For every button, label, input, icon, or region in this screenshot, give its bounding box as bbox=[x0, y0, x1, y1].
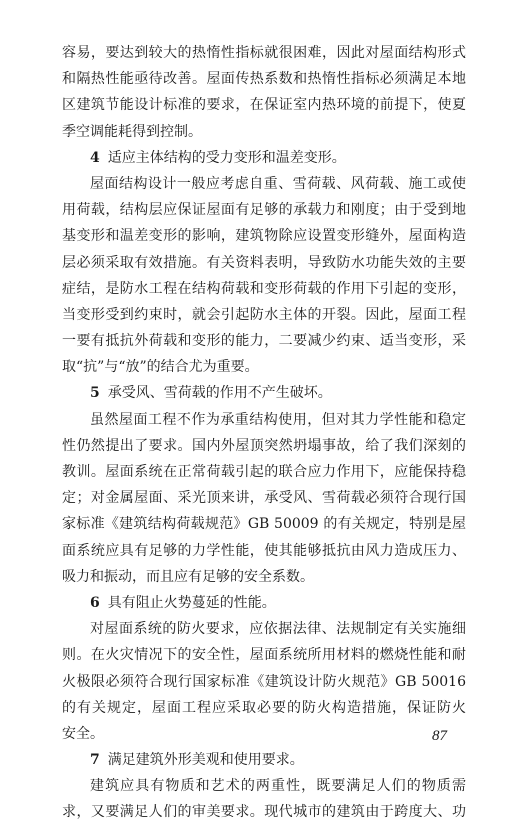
text-line: 层必须采取有效措施。有关资料表明，导致防水功能失效的主要 bbox=[62, 254, 466, 271]
text-line: 定；对金属屋面、采光顶来讲，承受风、雪荷载必须符合现行国 bbox=[62, 490, 466, 507]
text-line: 用荷载，结构层应保证屋面有足够的承载力和刚度；由于受到地 bbox=[62, 202, 466, 219]
body-text bbox=[62, 40, 466, 826]
section-title: 承受风、雪荷载的作用不产生破坏。 bbox=[107, 385, 332, 402]
text-line: 虽然屋面工程不作为承重结构使用，但对其力学性能和稳定 bbox=[90, 411, 466, 428]
text-line: 症结，是防水工程在结构荷载和变形荷载的作用下引起的变形， bbox=[62, 280, 466, 297]
section-number: 4 bbox=[90, 149, 100, 166]
section-number: 5 bbox=[90, 385, 100, 402]
text-line: 一要有抵抗外荷载和变形的能力，二要减少约束、适当变形，采 bbox=[62, 333, 466, 350]
section-heading-4 bbox=[62, 145, 466, 171]
text-line: 取“抗”与“放”的结合尤为重要。 bbox=[62, 359, 259, 376]
text-line: 教训。屋面系统在正常荷载引起的联合应力作用下，应能保持稳 bbox=[62, 464, 466, 480]
section-heading-7 bbox=[62, 747, 466, 773]
text-line: 安全。 bbox=[62, 725, 104, 742]
text-line: 家标准《建筑结构荷载规范》GB 50009 的有关规定，特别是屋 bbox=[62, 516, 466, 533]
section-heading-6 bbox=[62, 590, 466, 616]
text-line: 对屋面系统的防火要求，应依据法律、法规制定有关实施细 bbox=[90, 621, 466, 638]
section-number: 7 bbox=[90, 752, 100, 769]
text-line: 吸力和振动，而且应有足够的安全系数。 bbox=[62, 568, 314, 585]
text-line: 基变形和温差变形的影响，建筑物除应设置变形缝外，屋面构造 bbox=[62, 228, 466, 245]
text-line: 的有关规定，屋面工程应采取必要的防火构造措施，保证防火 bbox=[62, 699, 466, 716]
section-heading-5 bbox=[62, 380, 466, 406]
text-line: 屋面结构设计一般应考虑自重、雪荷载、风荷载、施工或使 bbox=[90, 175, 466, 192]
text-line: 面系统应具有足够的力学性能，使其能够抵抗由风力造成压力、 bbox=[62, 542, 466, 559]
text-line: 区建筑节能设计标准的要求，在保证室内热环境的前提下，使夏 bbox=[62, 97, 466, 114]
text-line: 建筑应具有物质和艺术的两重性，既要满足人们的物质需 bbox=[90, 778, 466, 795]
text-line: 容易，要达到较大的热惰性指标就很困难，因此对屋面结构形式 bbox=[62, 45, 466, 61]
page-number: 87 bbox=[432, 728, 447, 744]
text-line: 求，又要满足人们的审美要求。现代城市的建筑由于跨度大、功 bbox=[62, 804, 466, 821]
text-line: 和隔热性能亟待改善。屋面传热系数和热惰性指标必须满足本地 bbox=[62, 71, 466, 88]
text-line: 则。在火灾情况下的安全性，屋面系统所用材料的燃烧性能和耐 bbox=[62, 647, 466, 664]
text-line: 季空调能耗得到控制。 bbox=[62, 123, 202, 140]
section-title: 具有阻止火势蔓延的性能。 bbox=[107, 594, 276, 611]
text-line: 当变形受到约束时，就会引起防水主体的开裂。因此，屋面工程 bbox=[62, 306, 466, 323]
section-title: 适应主体结构的受力变形和温差变形。 bbox=[107, 149, 346, 166]
section-title: 满足建筑外形美观和使用要求。 bbox=[107, 752, 304, 769]
text-line: 性仍然提出了要求。国内外屋顶突然坍塌事故，给了我们深刻的 bbox=[62, 437, 466, 454]
text-line: 火极限必须符合现行国家标准《建筑设计防火规范》GB 50016 bbox=[62, 673, 466, 690]
section-number: 6 bbox=[90, 594, 100, 611]
